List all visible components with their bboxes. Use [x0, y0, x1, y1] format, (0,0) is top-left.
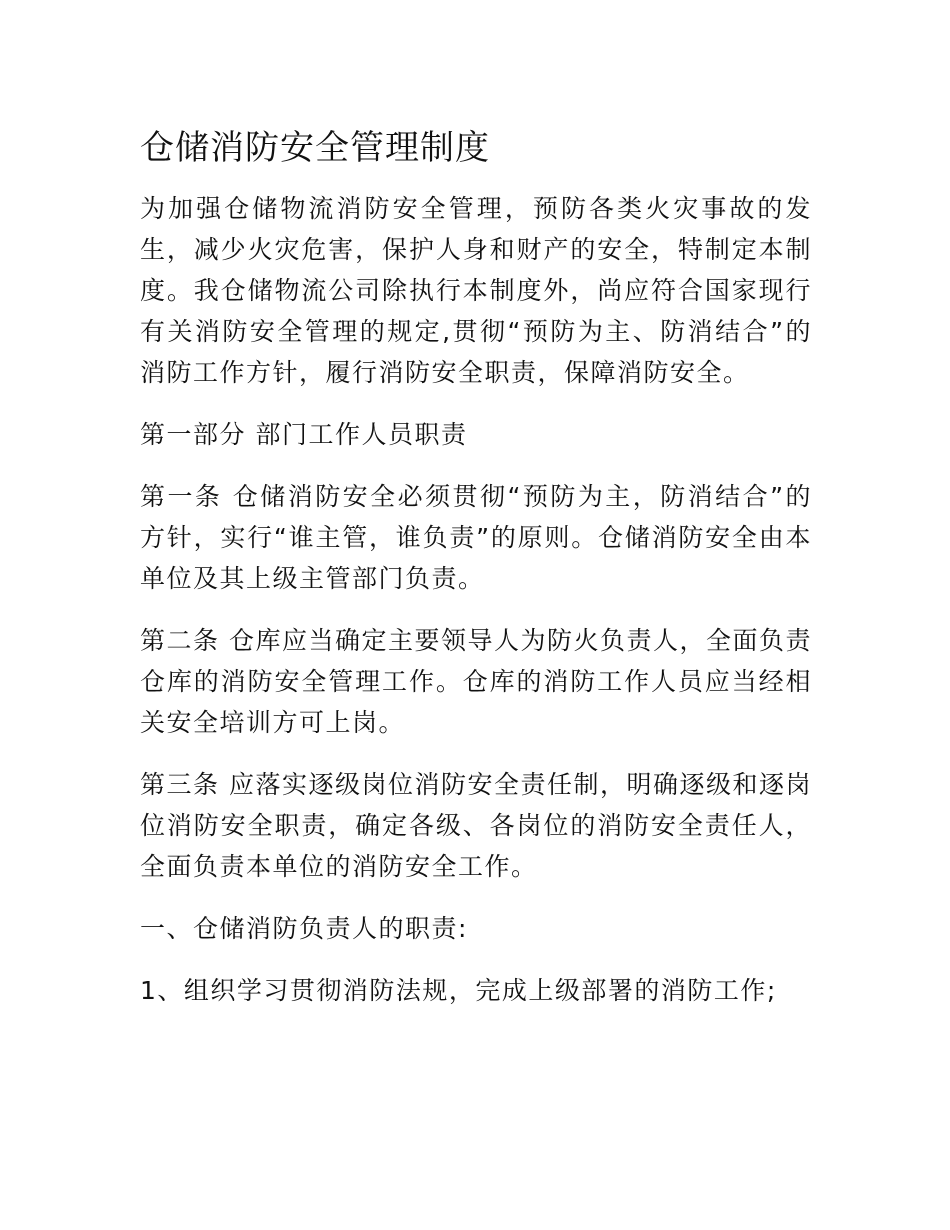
subsection-heading-responsibilities: 一、仓储消防负责人的职责: — [140, 914, 468, 943]
document-body — [140, 124, 812, 1032]
article-two-paragraph: 第二条 仓库应当确定主要领导人为防火负责人，全面负责仓库的消防安全管理工作。仓库的消防工作人员应当经相关安全培训方可上岗。 — [140, 626, 812, 737]
document-title: 仓储消防安全管理制度 — [140, 128, 490, 168]
article-three-paragraph: 第三条 应落实逐级岗位消防安全责任制，明确逐级和逐岗位消防安全职责，确定各级、各岗位的消防安全责任人，全面负责本单位的消防安全工作。 — [140, 770, 812, 881]
intro-paragraph: 为加强仓储物流消防安全管理，预防各类火灾事故的发生，减少火灾危害，保护人身和财产的安全，特制定本制度。我仓储物流公司除执行本制度外，尚应符合国家现行有关消防安全管理的规定,贯彻“预防为主、防消结合”的消防工作方针，履行消防安全职责，保障消防安全。 — [140, 194, 812, 387]
list-item-1: 1、组织学习贯彻消防法规，完成上级部署的消防工作; — [140, 976, 777, 1005]
section-heading-part-one: 第一部分 部门工作人员职责 — [140, 420, 468, 449]
article-one-paragraph: 第一条 仓储消防安全必须贯彻“预防为主，防消结合”的方针，实行“谁主管，谁负责”的原则。仓储消防安全由本单位及其上级主管部门负责。 — [140, 482, 812, 593]
